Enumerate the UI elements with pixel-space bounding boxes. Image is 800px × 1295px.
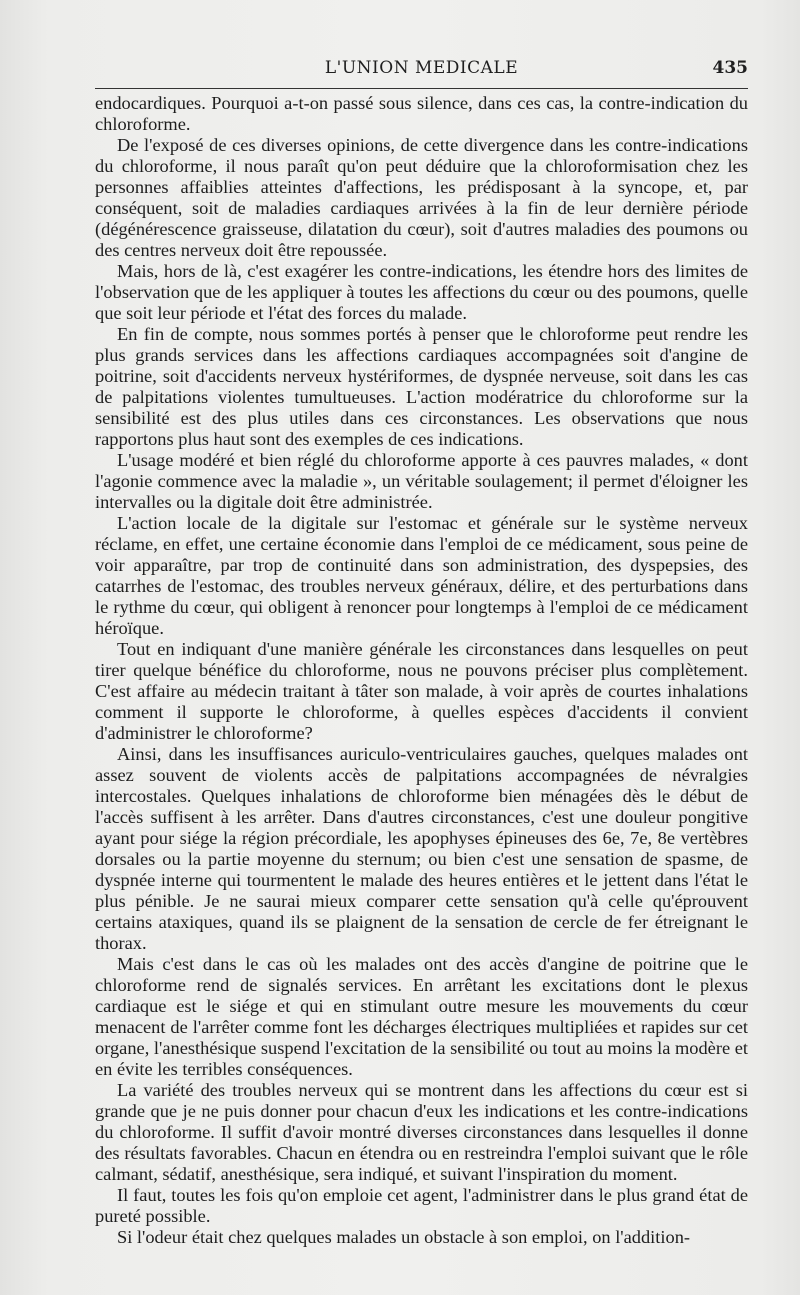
paragraph: Il faut, toutes les fois qu'on emploie cet agent, l'administrer dans le plus grand état de pureté possible. xyxy=(95,1185,748,1226)
body-text xyxy=(95,93,748,1248)
paragraph: Si l'odeur était chez quelques malades un obstacle à son emploi, on l'addition- xyxy=(117,1227,691,1247)
paragraph: L'usage modéré et bien réglé du chloroforme apporte à ces pauvres malades, « dont l'agonie commence avec la maladie », un véritable soulagement; il permet d'éloigner les intervalles ou la digitale doit être administrée. xyxy=(95,450,748,512)
running-header xyxy=(95,54,748,84)
paragraph: La variété des troubles nerveux qui se montrent dans les affections du cœur est si grande que je ne puis donner pour chacun d'eux les indications et les contre-indications du chloroforme. Il suffit d'avoir montré diverses circonstances dans lesquelles il donne des résultats favorables. Chacun en étendra ou en restreindra l'emploi suivant que le rôle calmant, sédatif, anesthésique, sera indiqué, et suivant l'inspiration du moment. xyxy=(95,1080,748,1184)
header-rule xyxy=(95,88,748,89)
paragraph: De l'exposé de ces diverses opinions, de cette divergence dans les contre-indications du chloroforme, il nous paraît qu'on peut déduire que la chloroformisation chez les personnes affaiblies atteintes d'affections, les prédisposant à la syncope, et, par conséquent, soit de maladies cardiaques arrivées à la fin de leur dernière période (dégénérescence graisseuse, dilatation du cœur), soit d'autres maladies des poumons ou des centres nerveux doit être repoussée. xyxy=(95,135,748,260)
paragraph: Mais c'est dans le cas où les malades ont des accès d'angine de poitrine que le chloroforme rend de signalés services. En arrêtant les excitations dont le plexus cardiaque est le siége et qui en stimulant outre mesure les mouvements du cœur menacent de l'arrêter comme font les décharges électriques multipliées et rapides sur cet organe, l'anesthésique suspend l'excitation de la sensibilité ou tout au moins la modère et en évite les terribles conséquences. xyxy=(95,954,748,1079)
paragraph: endocardiques. Pourquoi a-t-on passé sous silence, dans ces cas, la contre-indication du chloroforme. xyxy=(95,93,748,134)
paragraph: Tout en indiquant d'une manière générale les circonstances dans lesquelles on peut tirer quelque bénéfice du chloroforme, nous ne pouvons préciser plus complètement. C'est affaire au médecin traitant à tâter son malade, à voir après de courtes inhalations comment il supporte le chloroforme, à quelles espèces d'accidents il convient d'administrer le chloroforme? xyxy=(95,639,748,743)
paragraph: Mais, hors de là, c'est exagérer les contre-indications, les étendre hors des limites de l'observation que de les appliquer à toutes les affections du cœur ou des poumons, quelle que soit leur période et l'état des forces du malade. xyxy=(95,261,748,323)
journal-title: L'UNION MEDICALE xyxy=(324,58,519,78)
paragraph: En fin de compte, nous sommes portés à penser que le chloroforme peut rendre les plus grands services dans les affections cardiaques accompagnées soit d'angine de poitrine, soit d'accidents nerveux hystériformes, de dyspnée nerveuse, soit dans les cas de palpitations violentes tumultueuses. L'action modératrice du chloroforme sur la sensibilité est des plus utiles dans ces circonstances. Les observations que nous rapportons plus haut sont des exemples de ces indications. xyxy=(95,324,748,449)
page-number: 435 xyxy=(712,58,748,78)
paragraph: Ainsi, dans les insuffisances auriculo-ventriculaires gauches, quelques malades ont assez souvent de violents accès de palpitations accompagnées de névralgies intercostales. Quelques inhalations de chloroforme bien ménagées dès le début de l'accès suffisent à les arrêter. Dans d'autres circonstances, c'est une douleur pongitive ayant pour siége la région précordiale, les apophyses épineuses des 6e, 7e, 8e vertèbres dorsales ou la partie moyenne du sternum; ou bien c'est une sensation de spasme, de dyspnée interne qui tourmentent le malade des heures entières et le jettent dans l'état le plus pénible. Je ne saurai mieux comparer cette sensation qu'à celle qu'éprouvent certains ataxiques, quand ils se plaignent de la sensation de cercle de fer étreignant le thorax. xyxy=(95,744,748,953)
paragraph: L'action locale de la digitale sur l'estomac et générale sur le système nerveux réclame, en effet, une certaine économie dans l'emploi de ce médicament, sous peine de voir apparaître, par trop de continuité dans son administration, des dyspepsies, des catarrhes de l'estomac, des troubles nerveux généraux, délire, et des perturbations dans le rythme du cœur, qui obligent à renoncer pour longtemps à l'emploi de ce médicament héroïque. xyxy=(95,513,748,638)
